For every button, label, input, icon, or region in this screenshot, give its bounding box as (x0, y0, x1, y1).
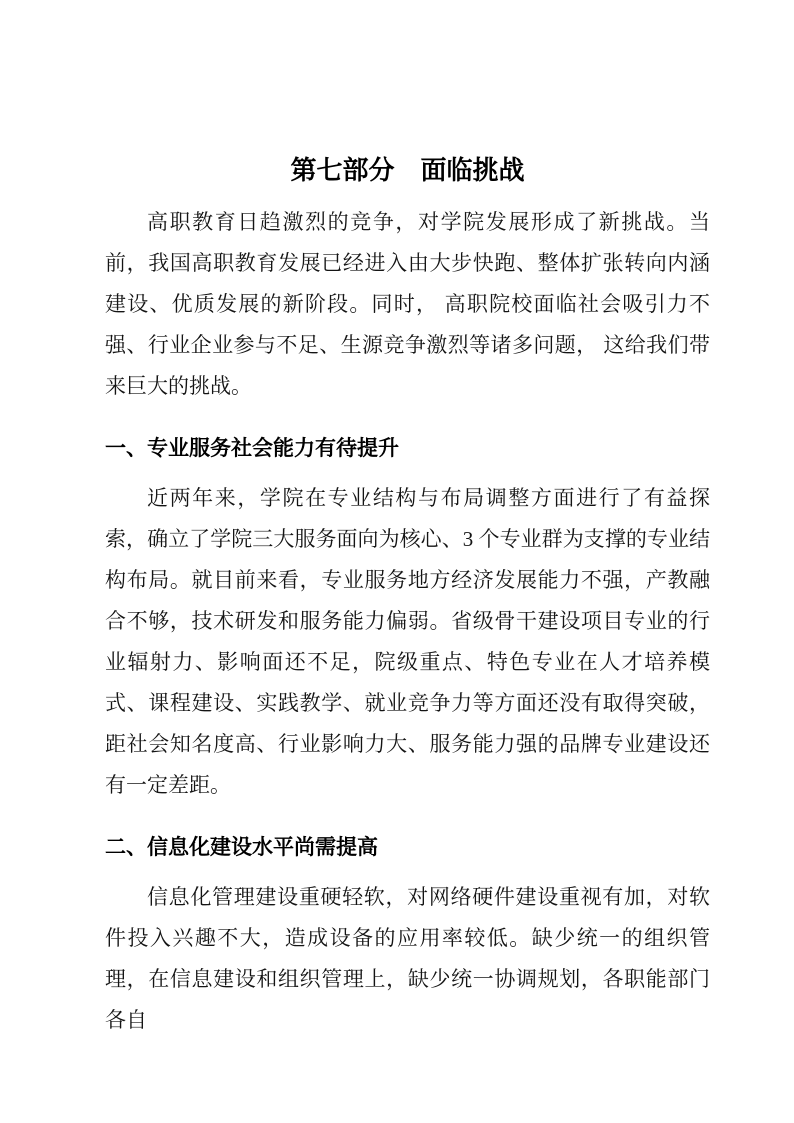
section-2-paragraph: 信息化管理建设重硬轻软，对网络硬件建设重视有加，对软件投入兴趣不大，造成设备的应用率较低。缺少统一的组织管理，在信息建设和组织管理上，缺少统一协调规划，各职能部门各自 (105, 885, 710, 1032)
section-2-heading: 二、信息化建设水平尚需提高 (105, 836, 378, 859)
section-1-heading: 一、专业服务社会能力有待提升 (105, 437, 399, 460)
section-1-paragraph: 近两年来，学院在专业结构与布局调整方面进行了有益探索，确立了学院三大服务面向为核心、3 个专业群为支撑的专业结构布局。就目前来看，专业服务地方经济发展能力不强，产教融合不够，技术研发和服务能力偏弱。省级骨干建设项目专业的行业辐射力、影响面还不足，院级重点、特色专业在人才培养模式、课程建设、实践教学、就业竞争力等方面还没有取得突破，距社会知名度高、行业影响力大、服务能力强的品牌专业建设还有一定差距。 (105, 486, 710, 797)
intro-paragraph: 高职教育日趋激烈的竞争，对学院发展形成了新挑战。当前，我国高职教育发展已经进入由大步快跑、整体扩张转向内涵建设、优质发展的新阶段。同时， 高职院校面临社会吸引力不强、行业企业参与不足、生源竞争激烈等诸多问题， 这给我们带来巨大的挑战。 (105, 210, 710, 398)
document-title: 第七部分 面临挑战 (290, 155, 525, 185)
